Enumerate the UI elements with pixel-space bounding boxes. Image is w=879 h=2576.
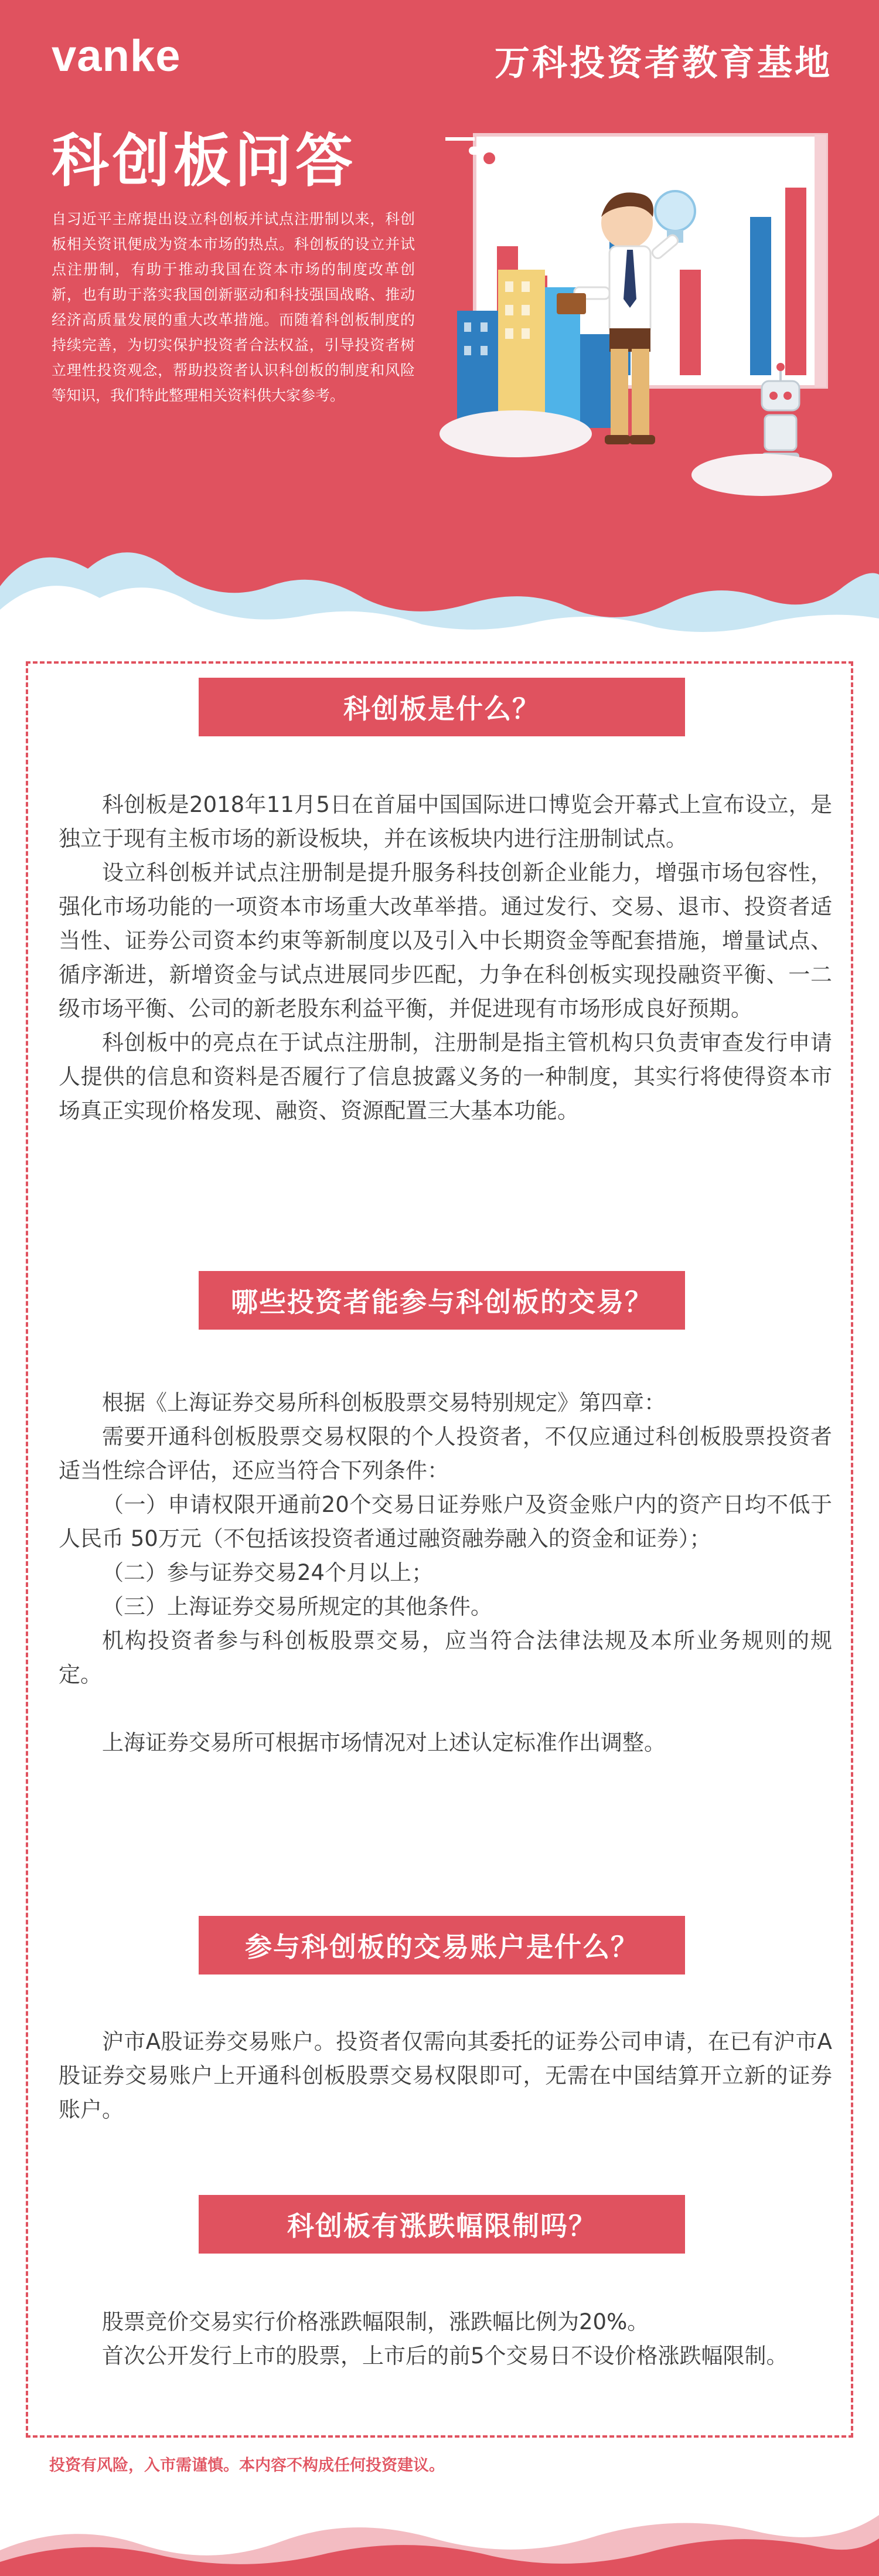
page-title: 科创板问答 xyxy=(52,128,357,195)
businessman-illustration xyxy=(434,76,856,522)
paragraph: 设立科创板并试点注册制是提升服务科技创新企业能力，增强市场包容性，强化市场功能的一项资本市场重大改革举措。通过发行、交易、退市、投资者适当性、证券公司资本约束等新制度以及引入中长期资金等配套措施，增量试点、循序渐进，新增资金与试点进展同步匹配，力争在科创板实现投融资平衡、一二级市场平衡、公司的新老股东利益平衡，并促进现有市场形成良好预期。 xyxy=(59,860,832,1021)
header-banner xyxy=(0,0,879,651)
cloud-decoration xyxy=(0,516,879,651)
intro-text: 自习近平主席提出设立科创板并试点注册制以来，科创板相关资讯便成为资本市场的热点。科创板的设立并试点注册制，有助于推动我国在资本市场的制度改革创新，也有助于落实我国创新驱动和科技强国战略、推动经济高质量发展的重大改革措施。而随着科创板制度的持续完善，为切实保护投资者合法权益，引导投资者树立理性投资观念，帮助投资者认识科创板的制度和风险等知识，我们特此整理相关资料供大家参考。 xyxy=(52,210,415,404)
bottom-wave-decoration xyxy=(0,2480,879,2576)
paragraph: 首次公开发行上市的股票，上市后的前5个交易日不设价格涨跌幅限制。 xyxy=(102,2343,788,2368)
section-heading-trading-account: 参与科创板的交易账户是什么？ xyxy=(199,1916,685,1975)
section-body-price-limit xyxy=(59,2305,832,2373)
paragraph: 科创板是2018年11月5日在首届中国国际进口博览会开幕式上宣布设立，是独立于现有主板市场的新设板块，并在该板块内进行注册制试点。 xyxy=(59,792,832,851)
section-heading-eligible-investors: 哪些投资者能参与科创板的交易？ xyxy=(199,1271,685,1330)
paragraph: 股票竞价交易实行价格涨跌幅限制，涨跌幅比例为20%。 xyxy=(102,2309,649,2334)
paragraph: （一）申请权限开通前20个交易日证券账户及资金账户内的资产日均不低于人民币 50万元（不包括该投资者通过融资融券融入的资金和证券）； xyxy=(59,1492,832,1551)
paragraph: 沪市A股证券交易账户。投资者仅需向其委托的证券公司申请，在已有沪市A股证券交易账户上开通科创板股票交易权限即可，无需在中国结算开立新的证券账户。 xyxy=(59,2029,832,2122)
paragraph: 科创板中的亮点在于试点注册制，注册制是指主管机构只负责审查发行申请人提供的信息和资料是否履行了信息披露义务的一种制度，其实行将使得资本市场真正实现价格发现、融资、资源配置三大基本功能。 xyxy=(59,1030,832,1123)
paragraph: 上海证券交易所可根据市场情况对上述认定标准作出调整。 xyxy=(102,1730,666,1755)
section-heading-what-is: 科创板是什么？ xyxy=(199,678,685,736)
risk-disclaimer: 投资有风险，入市需谨慎。本内容不构成任何投资建议。 xyxy=(49,2456,445,2475)
vanke-logo: vanke xyxy=(52,31,181,81)
paragraph: （三）上海证券交易所规定的其他条件。 xyxy=(102,1594,492,1619)
section-heading-price-limit: 科创板有涨跌幅限制吗？ xyxy=(199,2195,685,2254)
section-body-what-is xyxy=(59,788,832,1128)
section-body-eligible-investors xyxy=(59,1386,832,1760)
section-body-trading-account xyxy=(59,2025,832,2127)
paragraph: （二）参与证券交易24个月以上； xyxy=(102,1560,434,1585)
paragraph: 需要开通科创板股票交易权限的个人投资者，不仅应通过科创板股票投资者适当性综合评估，还应当符合下列条件： xyxy=(59,1424,832,1483)
brand-title: 万科投资者教育基地 xyxy=(495,43,832,84)
content-frame xyxy=(26,661,853,2438)
paragraph: 机构投资者参与科创板股票交易，应当符合法律法规及本所业务规则的规定。 xyxy=(59,1628,832,1687)
paragraph: 根据《上海证券交易所科创板股票交易特别规定》第四章： xyxy=(102,1390,666,1415)
